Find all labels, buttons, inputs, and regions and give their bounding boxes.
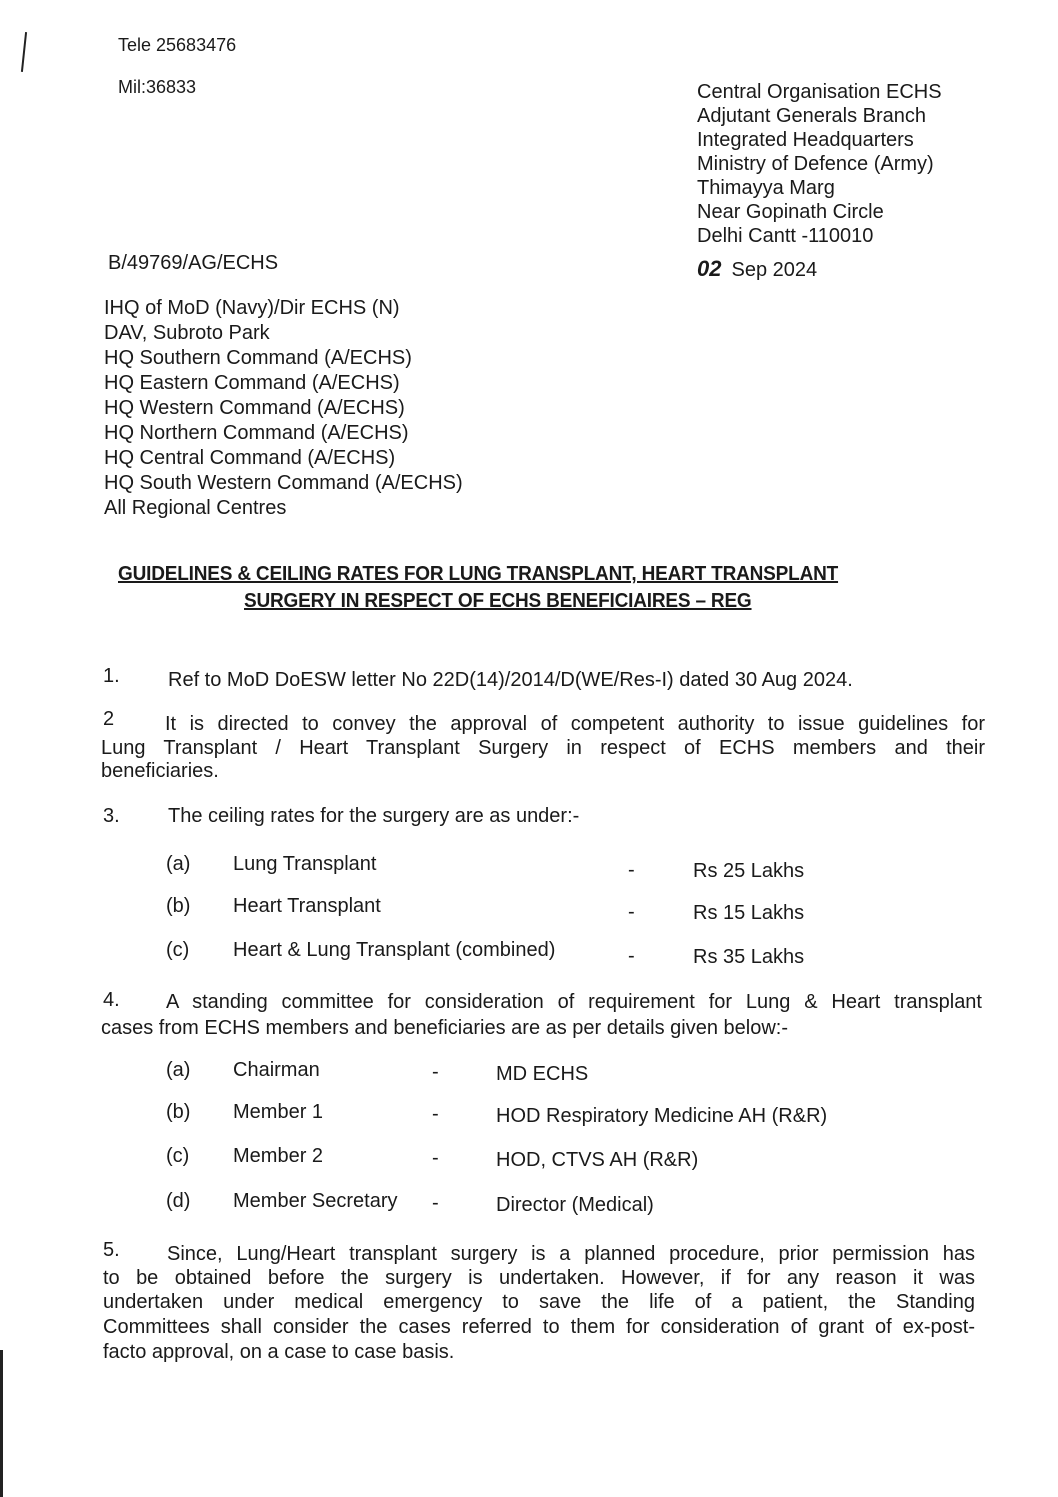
date-month-year: Sep 2024 bbox=[731, 259, 818, 281]
date-day: 02 bbox=[697, 256, 722, 281]
committee-dash: - bbox=[432, 1103, 439, 1125]
committee-member: HOD, CTVS AH (R&R) bbox=[496, 1149, 699, 1171]
address-line: Delhi Cantt -110010 bbox=[697, 225, 874, 247]
rate-dash: - bbox=[628, 859, 635, 881]
rate-value: Rs 25 Lakhs bbox=[693, 860, 805, 882]
letter-date bbox=[697, 257, 817, 282]
para5-number: 5. bbox=[103, 1239, 120, 1261]
para1-text: Ref to MoD DoESW letter No 22D(14)/2014/D(WE/Res-I) dated 30 Aug 2024. bbox=[168, 669, 853, 691]
rate-value: Rs 15 Lakhs bbox=[693, 902, 805, 924]
rate-label: Lung Transplant bbox=[233, 853, 377, 875]
committee-index: (d) bbox=[166, 1190, 191, 1212]
address-line: Near Gopinath Circle bbox=[697, 201, 884, 223]
reference-number: B/49769/AG/ECHS bbox=[108, 252, 279, 274]
rate-index: (c) bbox=[166, 939, 190, 961]
address-line: Central Organisation ECHS bbox=[697, 81, 942, 103]
para2-number: 2 bbox=[103, 708, 115, 730]
committee-index: (c) bbox=[166, 1145, 190, 1167]
para5-line: Committees shall consider the cases referred to them for consideration of grant of ex-post- bbox=[103, 1316, 975, 1338]
addressee: DAV, Subroto Park bbox=[104, 322, 270, 344]
addressee: HQ Northern Command (A/ECHS) bbox=[104, 422, 409, 444]
rate-index: (b) bbox=[166, 895, 191, 917]
address-line: Ministry of Defence (Army) bbox=[697, 153, 934, 175]
para4-line: cases from ECHS members and beneficiaries are as per details given below:- bbox=[101, 1017, 788, 1039]
rate-label: Heart & Lung Transplant (combined) bbox=[233, 939, 556, 961]
rate-value: Rs 35 Lakhs bbox=[693, 946, 805, 968]
para2-line: beneficiaries. bbox=[101, 760, 219, 782]
para3-number: 3. bbox=[103, 805, 120, 827]
committee-index: (a) bbox=[166, 1059, 191, 1081]
committee-index: (b) bbox=[166, 1101, 191, 1123]
para2-line: Lung Transplant / Heart Transplant Surgery in respect of ECHS members and their bbox=[101, 737, 985, 759]
para1-number: 1. bbox=[103, 665, 120, 687]
address-line: Integrated Headquarters bbox=[697, 129, 914, 151]
addressee: HQ Central Command (A/ECHS) bbox=[104, 447, 396, 469]
addressee: HQ South Western Command (A/ECHS) bbox=[104, 472, 463, 494]
committee-role: Member 2 bbox=[233, 1145, 324, 1167]
para5-line: facto approval, on a case to case basis. bbox=[103, 1341, 455, 1363]
para4-number: 4. bbox=[103, 989, 120, 1011]
addressee: HQ Western Command (A/ECHS) bbox=[104, 397, 405, 419]
para4-line: A standing committee for consideration of requirement for Lung & Heart transplant bbox=[166, 991, 982, 1013]
committee-role: Chairman bbox=[233, 1059, 320, 1081]
committee-member: HOD Respiratory Medicine AH (R&R) bbox=[496, 1105, 828, 1127]
tele-number: Tele 25683476 bbox=[118, 35, 237, 55]
committee-dash: - bbox=[432, 1192, 439, 1214]
para5-line: to be obtained before the surgery is undertaken. However, if for any reason it was bbox=[103, 1267, 975, 1289]
rate-label: Heart Transplant bbox=[233, 895, 381, 917]
committee-role: Member Secretary bbox=[233, 1190, 398, 1212]
subject-title-line-1: GUIDELINES & CEILING RATES FOR LUNG TRANSPLANT, HEART TRANSPLANT bbox=[118, 563, 839, 585]
committee-dash: - bbox=[432, 1147, 439, 1169]
committee-role: Member 1 bbox=[233, 1101, 324, 1123]
mil-number: Mil:36833 bbox=[118, 77, 197, 97]
rate-dash: - bbox=[628, 901, 635, 923]
scan-edge bbox=[0, 1350, 3, 1497]
address-line: Thimayya Marg bbox=[697, 177, 835, 199]
addressee: All Regional Centres bbox=[104, 497, 287, 519]
rate-index: (a) bbox=[166, 853, 191, 875]
committee-member: MD ECHS bbox=[496, 1063, 589, 1085]
addressee: HQ Eastern Command (A/ECHS) bbox=[104, 372, 400, 394]
addressee: HQ Southern Command (A/ECHS) bbox=[104, 347, 412, 369]
address-line: Adjutant Generals Branch bbox=[697, 105, 927, 127]
committee-member: Director (Medical) bbox=[496, 1194, 654, 1216]
subject-title-line-2: SURGERY IN RESPECT OF ECHS BENEFICIAIRES – REG bbox=[244, 590, 752, 612]
para2-line: It is directed to convey the approval of competent authority to issue guidelines for bbox=[165, 713, 985, 735]
pen-mark bbox=[21, 32, 27, 72]
addressee: IHQ of MoD (Navy)/Dir ECHS (N) bbox=[104, 297, 400, 319]
rate-dash: - bbox=[628, 945, 635, 967]
para5-line: undertaken under medical emergency to save the life of a patient, the Standing bbox=[103, 1291, 975, 1313]
committee-dash: - bbox=[432, 1061, 439, 1083]
para5-line: Since, Lung/Heart transplant surgery is a planned procedure, prior permission has bbox=[167, 1243, 975, 1265]
para3-text: The ceiling rates for the surgery are as under:- bbox=[168, 805, 580, 827]
